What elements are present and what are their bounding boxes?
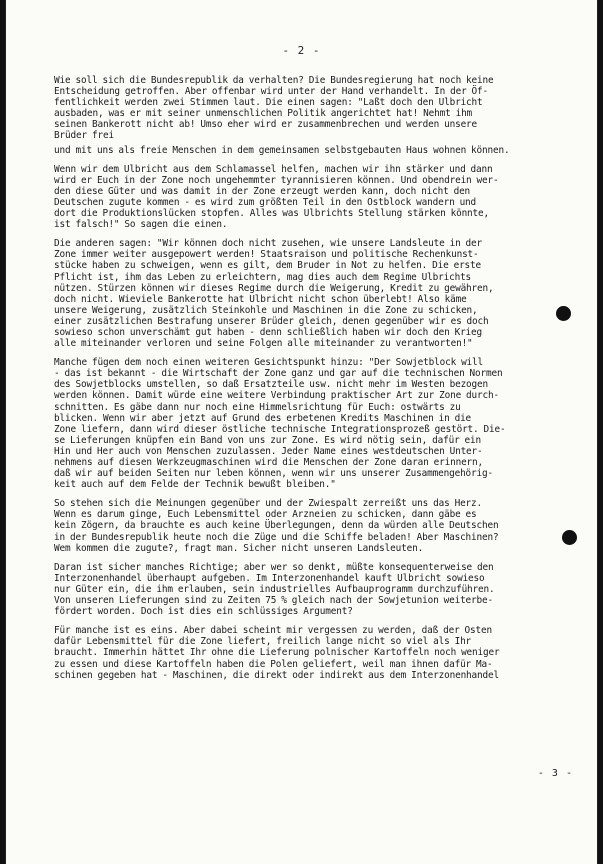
paragraph-5: Manche fügen dem noch einen weiteren Gesichtspunkt hinzu: "Der Sowjetblock will - das ist bekannt - die Wirtschaft der Zone ganz und gar auf die technischen Normen des Sowjetblocks umstellen, so daß Ersatzteile usw. nicht mehr im Westen bezogen werden können. Damit würde eine weitere Verbindung praktischer Art zur Zone durch- schnitten. Es gäbe dann nur noch eine Himmelsrichtung für Euch: ostwärts zu blicken. Wenn wir aber jetzt auf Grund des erbetenen Kredits Maschinen in die Zone liefern, dann wird dieser östliche technische Integrationsprozeß gestört. Die- se Lieferungen knüpfen ein Band von uns zur Zone. Es wird nötig sein, dafür ein Hin und Her auch von Menschen zuzulassen. Jeder Name eines westdeutschen Unter- nehmens auf diesen Werkzeugmaschinen wird die Menschen der Zone daran erinnern, daß wir auf beiden Seiten nur leben können, wenn wir uns unserer Zusammengehörig- keit auch auf dem Felde der Technik bewußt bleiben." xyxy=(54,357,506,491)
document-page xyxy=(6,0,597,864)
paragraph-3: Wenn wir dem Ulbricht aus dem Schlamassel helfen, machen wir ihn stärker und dann wird er Euch in der Zone noch ungehemmter tyrannisieren können. Und obendrein wer- den diese Güter und was damit in der Zone erzeugt werden kann, doch nicht den Deutschen zugute kommen - es wird zum größten Teil in den Ostblock wandern und dort die Produktionslücken stopfen. Alles was Ulbrichts Stellung stärken könnte, ist falsch!" So sagen die einen. xyxy=(54,163,499,231)
paragraph-2: und mit uns als freie Menschen in dem gemeinsamen selbstgebauten Haus wohnen können. xyxy=(54,144,510,156)
paragraph-6: So stehen sich die Meinungen gegenüber und der Zwiespalt zerreißt uns das Herz. Wenn es darum ginge, Euch Lebensmittel oder Arzneien zu schicken, dann gäbe es kein Zögern, da brauchte es auch keine Überlegungen, denn da würden alle Deutschen in der Bundesrepublik heute noch die Züge und die Schiffe beladen! Aber Maschinen? Wem kommen die zugute?, fragt man. Sicher nicht unseren Landsleuten. xyxy=(54,498,499,554)
punch-hole-mark xyxy=(556,306,571,321)
page-number: - 2 - xyxy=(282,44,321,57)
paragraph-7: Daran ist sicher manches Richtige; aber wer so denkt, müßte konsequenterweise den Interzonenhandel überhaupt aufgeben. Im Interzonenhandel kauft Ulbricht sowieso nur Güter ein, die ihm erlauben, sein industrielles Aufbauprogramm durchzuführen. Von unseren Lieferungen sind zu Zeiten 75 % gleich nach der Sowjetunion weiterbe- fördert worden. Doch ist dies ein schlüssiges Argument? xyxy=(54,561,495,618)
paragraph-8: Für manche ist es eins. Aber dabei scheint mir vergessen zu werden, daß der Osten dafür Lebensmittel für die Zone liefert, freilich lange nicht so viel als Ihr braucht. Immerhin hättet Ihr ohne die Lieferung polnischer Kartoffeln noch weniger zu essen und diese Kartoffeln haben die Polen geliefert, weil man ihnen dafür Ma- schinen gegeben hat - Maschinen, die direkt oder indirekt aus dem Interzonenhandel xyxy=(54,625,500,681)
punch-hole-mark xyxy=(562,530,577,545)
body-text xyxy=(54,75,554,689)
next-page-marker: - 3 - xyxy=(537,768,573,779)
paragraph-4: Die anderen sagen: "Wir können doch nicht zusehen, wie unsere Landsleute in der Zone immer weiter ausgepowert werden! Staatsraison und politische Rechenkunst- stücke haben zu schweigen, wenn es gilt, dem Bruder in Not zu helfen. Die erste Pflicht ist, ihm das Leben zu erleichtern, mag dies auch dem Regime Ulbrichts nützen. Stürzen können wir dieses Regime durch die Weigerung, Kredit zu gewähren, doch nicht. Wieviele Bankerotte hat Ulbricht nicht schon überlebt! Also käme unsere Weigerung, zusätzlich Steinkohle und Maschinen in die Zone zu schicken, einer zusätzlichen Bestrafung unserer Brüder gleich, denen gegenüber wir es doch sowieso schon unverschämt gut haben - denn schließlich haben wir doch den Krieg alle miteinander verloren und seine Folgen alle miteinander zu verantworten!" xyxy=(54,238,494,350)
paragraph-1: Wie soll sich die Bundesrepublik da verhalten? Die Bundesregierung hat noch keine Entscheidung getroffen. Aber offenbar wird unter der Hand verhandelt. In der Öf- fentlichkeit werden zwei Stimmen laut. Die einen sagen: "Laßt doch den Ulbricht ausbaden, was er mit seiner unmenschlichen Politik angerichtet hat! Nehmt ihm seinen Bankerott nicht ab! Umso eher wird er zusammenbrechen und werden unsere Brüder frei xyxy=(54,75,494,142)
